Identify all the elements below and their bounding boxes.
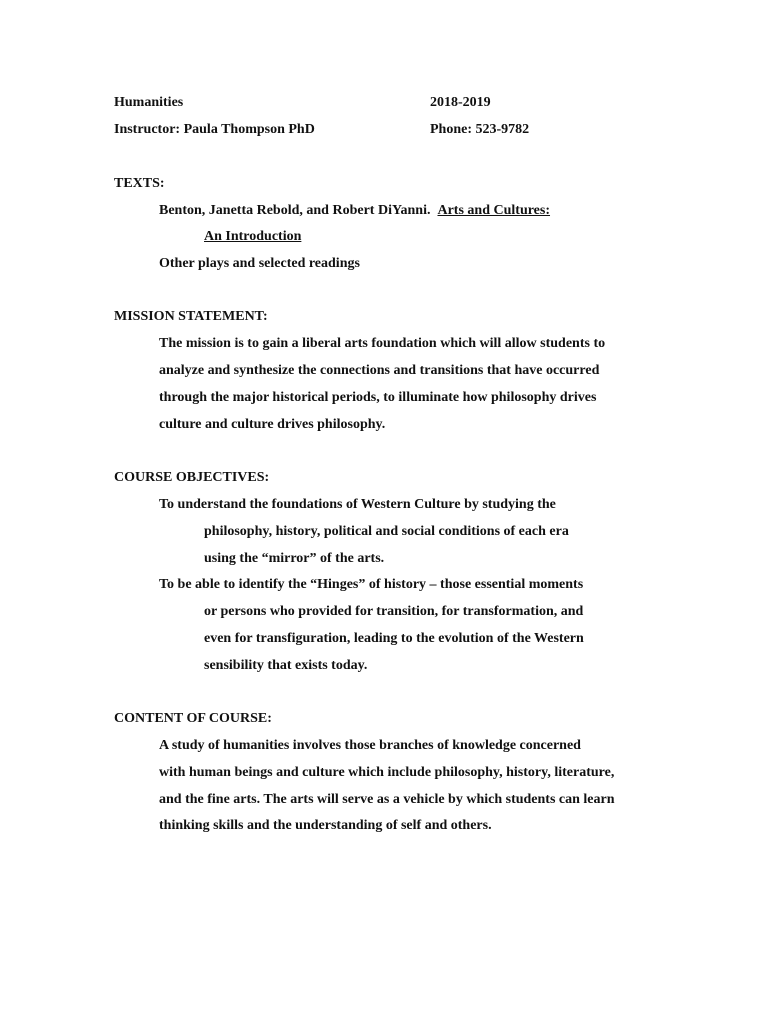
objective-line: sensibility that exists today. xyxy=(204,658,368,673)
content-line: and the fine arts. The arts will serve as a vehicle by which students can learn xyxy=(159,792,615,807)
objective-line: philosophy, history, political and social conditions of each era xyxy=(204,524,569,539)
mission-heading: MISSION STATEMENT: xyxy=(114,309,268,324)
texts-heading: TEXTS: xyxy=(114,176,165,191)
content-heading: CONTENT OF COURSE: xyxy=(114,711,272,726)
objective-line: even for transfiguration, leading to the evolution of the Western xyxy=(204,631,584,646)
instructor: Instructor: Paula Thompson PhD xyxy=(114,122,315,137)
objectives-heading: COURSE OBJECTIVES: xyxy=(114,470,270,485)
objective-line: using the “mirror” of the arts. xyxy=(204,551,385,566)
academic-year: 2018-2019 xyxy=(430,95,491,110)
content-line: A study of humanities involves those branches of knowledge concerned xyxy=(159,738,581,753)
textbook-citation xyxy=(159,203,550,219)
textbook-title: Arts and Cultures: xyxy=(437,203,551,218)
mission-line: The mission is to gain a liberal arts foundation which will allow students to xyxy=(159,336,606,351)
textbook-subtitle: An Introduction xyxy=(204,229,302,244)
mission-line: culture and culture drives philosophy. xyxy=(159,417,386,432)
course-name: Humanities xyxy=(114,95,184,110)
mission-line: through the major historical periods, to illuminate how philosophy drives xyxy=(159,390,597,405)
other-readings: Other plays and selected readings xyxy=(159,256,360,271)
content-line: thinking skills and the understanding of self and others. xyxy=(159,818,492,833)
objective-line: or persons who provided for transition, for transformation, and xyxy=(204,604,584,619)
phone: Phone: 523-9782 xyxy=(430,122,530,137)
textbook-authors: Benton, Janetta Rebold, and Robert DiYanni. xyxy=(159,203,431,218)
content-line: with human beings and culture which include philosophy, history, literature, xyxy=(159,765,615,780)
objective-line: To understand the foundations of Western Culture by studying the xyxy=(159,497,556,512)
objective-line: To be able to identify the “Hinges” of history – those essential moments xyxy=(159,577,584,592)
mission-line: analyze and synthesize the connections and transitions that have occurred xyxy=(159,363,600,378)
